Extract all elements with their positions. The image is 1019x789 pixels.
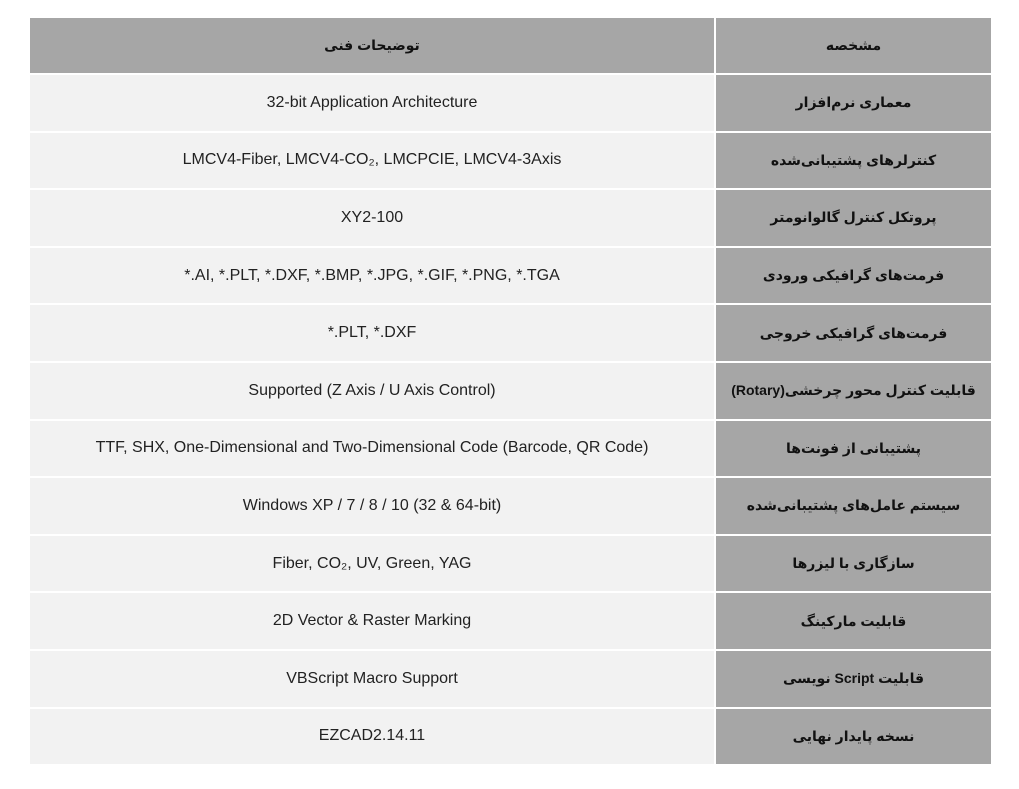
table-row <box>29 535 992 593</box>
table-row <box>29 74 992 132</box>
description-cell: *.AI, *.PLT, *.DXF, *.BMP, *.JPG, *.GIF, *.PNG, *.TGA <box>29 247 715 305</box>
table-row <box>29 247 992 305</box>
header-spec: مشخصه <box>715 17 992 74</box>
spec-cell: فرمت‌های گرافیکی خروجی <box>715 304 992 362</box>
spec-cell: سازگاری با لیزرها <box>715 535 992 593</box>
description-cell: XY2-100 <box>29 189 715 247</box>
description-cell: LMCV4-Fiber, LMCV4-CO₂, LMCPCIE, LMCV4-3Axis <box>29 132 715 190</box>
table-header <box>29 17 992 74</box>
description-cell: VBScript Macro Support <box>29 650 715 708</box>
description-cell: TTF, SHX, One-Dimensional and Two-Dimensional Code (Barcode, QR Code) <box>29 420 715 478</box>
description-cell: Windows XP / 7 / 8 / 10 (32 & 64-bit) <box>29 477 715 535</box>
table-row <box>29 708 992 766</box>
header-description: توضیحات فنی <box>29 17 715 74</box>
table-row <box>29 592 992 650</box>
spec-cell: معماری نرم‌افزار <box>715 74 992 132</box>
spec-cell: فرمت‌های گرافیکی ورودی <box>715 247 992 305</box>
spec-cell: قابلیت Script نویسی <box>715 650 992 708</box>
description-cell: 32-bit Application Architecture <box>29 74 715 132</box>
spec-cell: قابلیت کنترل محور چرخشی(Rotary) <box>715 362 992 420</box>
table-row <box>29 420 992 478</box>
spec-cell: قابلیت مارکینگ <box>715 592 992 650</box>
spec-cell: پروتکل کنترل گالوانومتر <box>715 189 992 247</box>
specifications-table <box>28 16 993 766</box>
spec-cell: نسخه پایدار نهایی <box>715 708 992 766</box>
table-row <box>29 477 992 535</box>
description-cell: Fiber, CO₂, UV, Green, YAG <box>29 535 715 593</box>
spec-cell: پشتیبانی از فونت‌ها <box>715 420 992 478</box>
spec-cell: کنترلرهای پشتیبانی‌شده <box>715 132 992 190</box>
table-row <box>29 189 992 247</box>
header-row <box>29 17 992 74</box>
description-cell: 2D Vector & Raster Marking <box>29 592 715 650</box>
table-row <box>29 132 992 190</box>
table-body <box>29 74 992 765</box>
description-cell: EZCAD2.14.11 <box>29 708 715 766</box>
spec-cell: سیستم عامل‌های پشتیبانی‌شده <box>715 477 992 535</box>
description-cell: *.PLT, *.DXF <box>29 304 715 362</box>
description-cell: Supported (Z Axis / U Axis Control) <box>29 362 715 420</box>
table-row <box>29 304 992 362</box>
table-row <box>29 650 992 708</box>
table-row <box>29 362 992 420</box>
